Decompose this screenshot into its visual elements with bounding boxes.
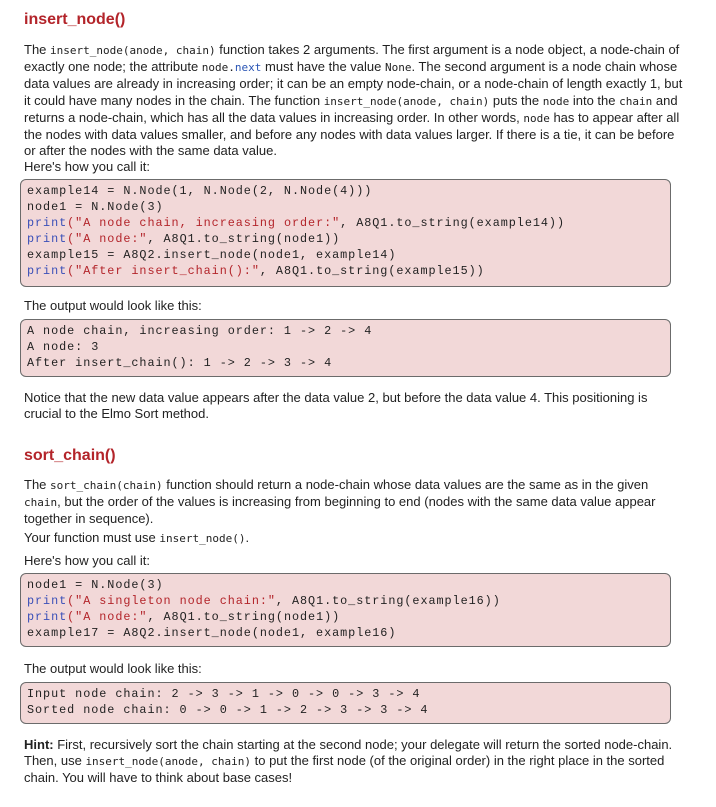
output-line: After insert_chain(): 1 -> 2 -> 3 -> 4	[27, 356, 333, 370]
code-text: example17 = A8Q2.insert_node(node1, example16)	[27, 626, 397, 640]
sort-chain-hint	[24, 737, 684, 787]
output-line: A node: 3	[27, 340, 100, 354]
code-line	[27, 577, 664, 593]
code-string: ("A node:"	[67, 232, 148, 246]
code-keyword: print	[27, 264, 68, 278]
code-text: example15 = A8Q2.insert_node(node1, example14)	[27, 248, 397, 262]
insert-node-code-block	[20, 179, 671, 287]
code-line	[27, 215, 664, 231]
output-line: Input node chain: 2 -> 3 -> 1 -> 0 -> 0 -> 3 -> 4	[27, 687, 421, 701]
code-line	[27, 183, 664, 199]
inline-code: insert_node(anode, chain)	[85, 755, 252, 769]
inline-code: node.	[201, 61, 235, 75]
code-line	[27, 263, 664, 279]
code-line	[27, 247, 664, 263]
sort-chain-code-block	[20, 573, 671, 647]
code-text: , A8Q1.to_string(example15))	[259, 264, 485, 278]
inline-code: insert_node(anode, chain)	[323, 94, 490, 108]
code-text: example14 = N.Node(1, N.Node(2, N.Node(4)))	[27, 184, 373, 198]
insert-node-description	[24, 42, 684, 159]
code-line	[27, 199, 664, 215]
code-text: , A8Q1.to_string(example16))	[275, 594, 501, 608]
text-run: The	[24, 42, 51, 57]
code-text: , A8Q1.to_string(node1))	[147, 610, 341, 624]
code-line	[27, 625, 664, 641]
inline-code: node	[523, 111, 550, 125]
inline-code: node	[542, 94, 570, 108]
insert-node-notice: Notice that the new data value appears after the data value 2, but before the data value 4. This positioning is crucial to the Elmo Sort method.	[24, 390, 648, 422]
insert-node-output-intro: The output would look like this:	[24, 298, 202, 313]
text-run: , but the order of the values is increasing from beginning to end (nodes with the same data value appear together in sequence).	[24, 494, 656, 527]
inline-code: None	[385, 61, 412, 75]
code-text: , A8Q1.to_string(example14))	[340, 216, 565, 230]
text-run: The	[24, 477, 51, 492]
code-text: node1 = N.Node(3)	[27, 200, 164, 214]
text-run: and returns a node-chain, which has all the data values in increasing order. In other words,	[24, 92, 678, 125]
code-line	[27, 593, 664, 609]
code-line	[27, 609, 664, 625]
section-title-sort-chain: sort_chain()	[24, 447, 116, 464]
text-run: must have the value	[261, 59, 385, 75]
code-keyword: print	[27, 610, 68, 624]
code-keyword: print	[27, 216, 68, 230]
code-string: ("After insert_chain():"	[67, 264, 260, 278]
sort-chain-must-use	[24, 530, 684, 547]
code-string: ("A node:"	[67, 610, 148, 624]
sort-chain-output-intro: The output would look like this:	[24, 661, 202, 676]
inline-code: chain	[24, 496, 58, 510]
code-line	[27, 231, 664, 247]
inline-code: sort_chain(chain)	[50, 479, 163, 492]
inline-code: insert_node()	[159, 532, 246, 545]
hint-label: Hint:	[24, 737, 54, 752]
code-text: node1 = N.Node(3)	[27, 578, 164, 592]
insert-node-call-intro: Here's how you call it:	[24, 159, 151, 174]
text-run: has to appear after all the nodes with data values smaller, and before any nodes with data values larger. If there is a tie, it can be before or after the nodes with the same data value.	[24, 109, 680, 159]
text-run: . The second argument is a node chain whose data values are already in increasing order; it can be an empty node-chain, or a node-chain of length exactly 1, but it could have many nodes in the chain. The function	[24, 59, 683, 108]
text-run: function takes 2 arguments. The first argument is a node object, a node-chain of exactly one node; the attribute	[24, 42, 680, 75]
sort-chain-description	[24, 477, 684, 528]
text-run: into the	[569, 92, 620, 108]
code-string: ("A node chain, increasing order:"	[67, 216, 341, 230]
sort-chain-output-block	[20, 682, 671, 724]
output-line: A node chain, increasing order: 1 -> 2 -> 4	[27, 324, 373, 338]
sort-chain-call-intro: Here's how you call it:	[24, 553, 151, 568]
inline-code-attr: next	[234, 61, 262, 75]
inline-code: insert_node(anode, chain)	[50, 44, 216, 57]
output-line: Sorted node chain: 0 -> 0 -> 1 -> 2 -> 3 -> 3 -> 4	[27, 703, 429, 717]
text-run: puts the	[489, 92, 543, 108]
code-string: ("A singleton node chain:"	[67, 594, 276, 608]
text-run: .	[245, 530, 250, 545]
section-title-insert-node: insert_node()	[24, 11, 126, 28]
inline-code: chain	[619, 94, 653, 108]
text-run: to put the first node (of the original order) in the right place in the sorted chain. You will have to think about base cases!	[24, 753, 665, 786]
text-run: First, recursively sort the chain starting at the second node; your delegate will return the sorted node-chain. Then, use	[24, 737, 673, 769]
code-keyword: print	[27, 232, 68, 246]
text-run: function should return a node-chain whose data values are the same as in the given	[162, 477, 649, 492]
text-run: Your function must use	[24, 530, 160, 545]
insert-node-output-block	[20, 319, 671, 377]
code-keyword: print	[27, 594, 68, 608]
code-text: , A8Q1.to_string(node1))	[147, 232, 341, 246]
